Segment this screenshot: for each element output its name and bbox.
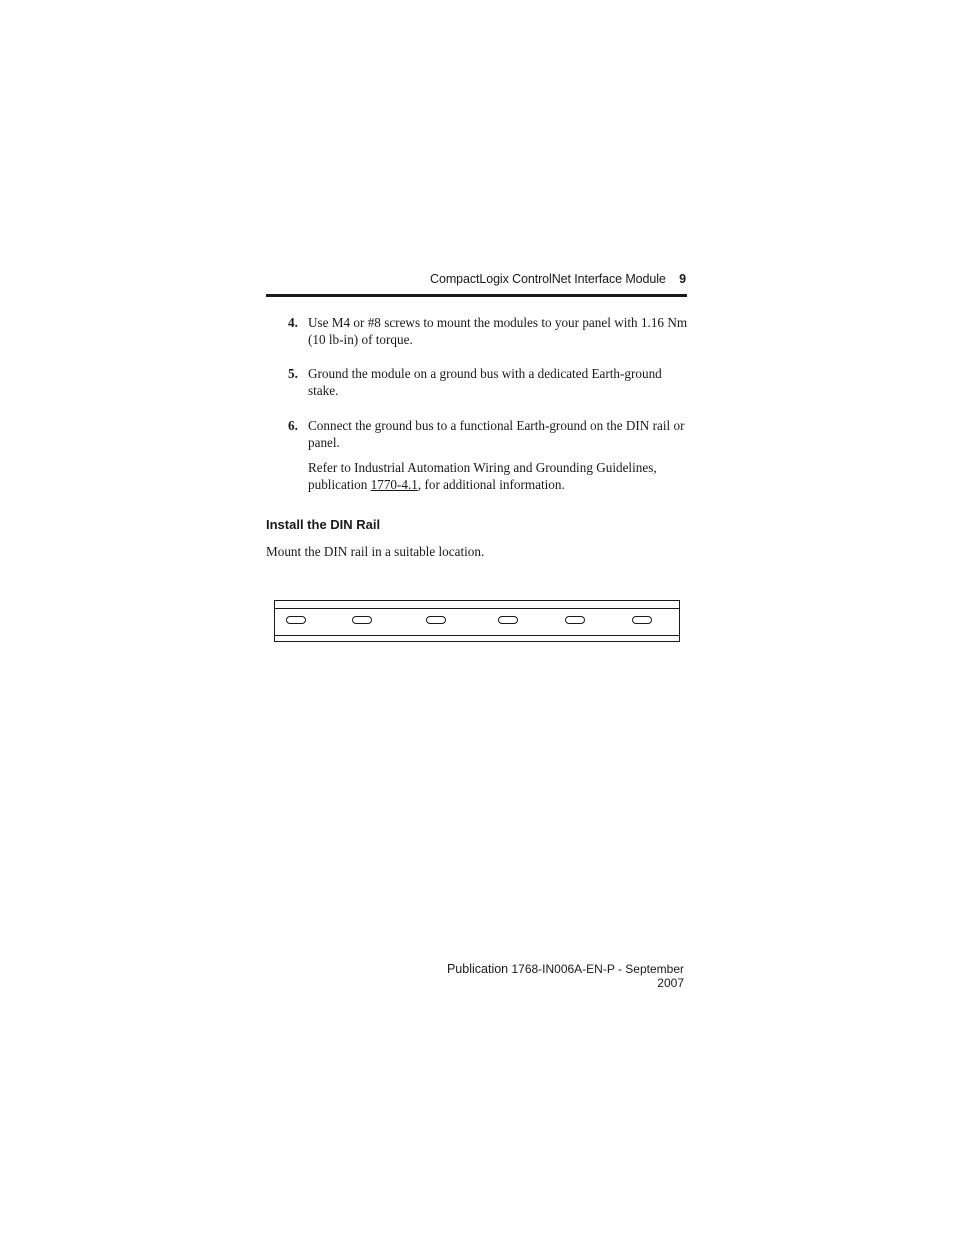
rail-body xyxy=(275,609,680,636)
rail-top-flange xyxy=(275,601,680,609)
footer-label: Publication xyxy=(446,962,509,976)
rail-mounting-slot xyxy=(633,617,652,624)
publication-link[interactable]: 1770-4.1 xyxy=(370,477,418,492)
note-text-before: Refer to Industrial Automation Wiring and Grounding Guidelines, publication xyxy=(308,460,657,492)
header-title: CompactLogix ControlNet Interface Module xyxy=(430,272,666,286)
rail-bottom-flange xyxy=(275,636,680,642)
step-number: 5. xyxy=(288,366,298,381)
step-text: Connect the ground bus to a functional Earth-ground on the DIN rail or panel. xyxy=(308,418,685,450)
rail-mounting-slot xyxy=(427,617,446,624)
rail-mounting-slot xyxy=(287,617,306,624)
page-number: 9 xyxy=(679,272,686,286)
page-footer xyxy=(420,962,684,990)
step-text: Use M4 or #8 screws to mount the modules to your panel with 1.16 Nm (10 lb-in) of torque. xyxy=(308,315,688,347)
section-body: Mount the DIN rail in a suitable location. xyxy=(266,544,485,559)
section-title: Install the DIN Rail xyxy=(266,517,381,532)
step-4 xyxy=(288,314,688,348)
reference-note xyxy=(308,459,688,493)
step-number: 6. xyxy=(288,418,298,433)
rail-mounting-slot xyxy=(353,617,372,624)
note-text-after: , for additional information. xyxy=(417,477,565,492)
rail-mounting-slot xyxy=(566,617,585,624)
step-text: Ground the module on a ground bus with a dedicated Earth-ground stake. xyxy=(308,366,662,398)
step-number: 4. xyxy=(288,315,298,330)
running-header xyxy=(266,272,686,286)
din-rail-illustration xyxy=(272,598,682,644)
step-5 xyxy=(288,365,688,399)
step-6 xyxy=(288,417,688,451)
header-rule xyxy=(266,294,687,297)
footer-publication-code: 1768-IN006A-EN-P - September 2007 xyxy=(511,962,684,990)
rail-mounting-slot xyxy=(499,617,518,624)
